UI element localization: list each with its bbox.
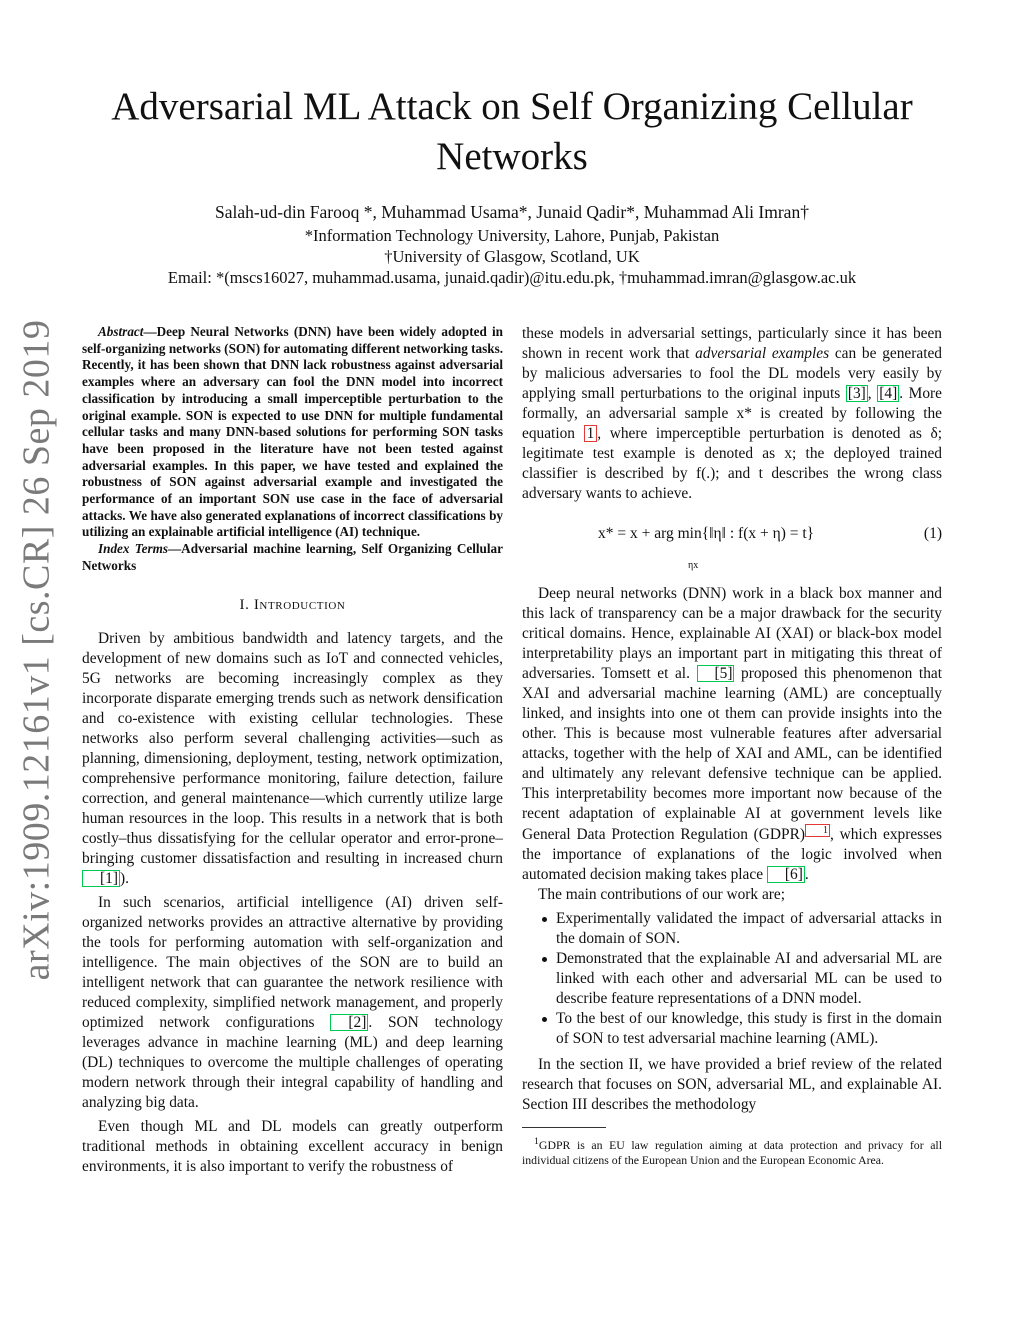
footnote-link[interactable]: 1 [805,824,830,837]
footnote-divider [522,1127,606,1128]
paper-title: Adversarial ML Attack on Self Organizing Cellular Networks [111,85,913,178]
section-title: Introduction [253,596,346,613]
text-run: In such scenarios, artificial intelligence (AI) driven self-organized networks provides an attractive alternative by providing the tools for performing automation with self-organization and intelligence. The main objectives of the SON are to build an intelligent network that can guarantee the network resilience with reduced complexity, simplified network management, and properly optimized network configurations [82,893,503,1031]
intro-paragraph-2 [82,893,503,1113]
text-run: . More formally, an adversarial sample x* is created by following the equation [522,385,942,442]
text-run: Deep neural networks (DNN) work in a black box manner and this lack of transparency can be a major drawback for the security critical domains. Hence, explainable AI (XAI) or black-box model interpretability plays an important part in mitigating this threat of adversaries. Tomsett et al. [522,585,942,682]
citation-link[interactable]: [2] [330,1014,368,1031]
intro-paragraph-3: Even though ML and DL models can greatly outperform traditional methods in obtaining excellent accuracy in benign environments, it is also important to verify the robustness of [82,1117,503,1175]
equation-body [598,524,815,571]
abstract [82,324,503,541]
citation-link[interactable]: [3] [847,385,866,402]
footnote-text: GDPR is an EU law regulation aiming at data protection and privacy for all individual citizens of the European Union and the European Economic Area. [522,1138,942,1168]
citation-link[interactable]: [6] [767,866,805,883]
outline-paragraph: In the section II, we have provided a brief review of the related research that focuses on SON, adversarial ML, and explainable AI. Section III describes the methodology [522,1056,942,1114]
equation-reference-link[interactable]: 1 [584,425,598,442]
text-run: can be generated by malicious adversaries to fool the DL models very easily by applying small perturbations to the original inputs [522,345,943,402]
author-names: Salah-ud-din Farooq *, Muhammad Usama*, Junaid Qadir*, Muhammad Ali Imran† [215,202,809,222]
equation-expression: x* = x + arg min{‖η‖ : f(x + η) = t} [598,525,815,542]
xai-paragraph [522,584,942,885]
left-column [82,324,503,1177]
index-terms-text: —Adversarial machine learning, Self Organizing Cellular Networks [82,541,503,573]
citation-link[interactable]: [1] [82,870,120,887]
text-run: proposed this phenomenon that XAI and adversarial machine learning (AML) are conceptually linked, and insights into one ot them can provide insights into the other. This is because most vulnerable features after adversarial attacks, together with the help of XAI and AML, can be identified and ultimately any relevant defensive technique can be applied. This interpretability becomes more important now because of the recent adaptation of explainable AI at government levels like General Data Protection Regulation (GDPR) [522,665,942,844]
text-run: . [804,866,809,884]
text-run: these models in adversarial settings, particularly since it has been shown in recent work that [522,325,942,362]
author-emails: Email: *(mscs16027, muhammad.usama, junaid.qadir)@itu.edu.pk, †muhammad.imran@glasgow.ac.uk [167,268,857,287]
intro-paragraph-1 [82,629,503,889]
text-run: , which expresses the importance of explanations of the logic involved when automated decision making takes place [522,826,942,884]
affiliation-glasgow: †University of Glasgow, Scotland, UK [384,247,640,266]
contributions-list [522,909,942,1049]
text-run: ). [119,869,129,887]
abstract-text: —Deep Neural Networks (DNN) have been widely adopted in self-organizing networks (SON) for automating different networking tasks. Recently, it has been shown that DNN lack robustness against adversarial examples where an adversary can fool the DNN model into incorrect classification by introducing a small imperceptible perturbation to the original example. SON is expected to use DNN for multiple fundamental cellular tasks and many DNN-based solutions for performing SON tasks have been proposed in the literature have not been tested against adversarial examples. In this paper, we have tested and explained the robustness of SON against adversarial example and investigated the performance of an important SON use case in the face of adversarial attacks. We have also generated explanations of incorrect classifications by utilizing an explainable artificial intelligence (AI) technique. [82,324,503,540]
text-run: Driven by ambitious bandwidth and latency targets, and the development of new domains such as IoT and connected vehicles, 5G networks are becoming increasingly complex as they incorporate disparate emerging trends such as network densification and co-existence with existing cellular technologies. These networks also perform several challenging activities—such as planning, dimensioning, deployment, testing, network optimization, comprehensive performance monitoring, failure detection, failure correction, and general maintenance—which currently utilize large human resources in the loop. This results in a network that is both costly–thus dissatisfying for the cellular operator and error-prone–bringing customer dissatisfaction and resulting in increased churn [82,629,503,867]
citation-link[interactable]: [5] [697,665,735,682]
abstract-label: Abstract [98,324,144,339]
list-item: To the best of our knowledge, this study is first in the domain of SON to test adversarial machine learning (AML). [522,1009,942,1049]
list-item: Demonstrated that the explainable AI and adversarial ML are linked with each other and adversarial ML can be used to describe feature representations of a DNN model. [522,949,942,1009]
text-run: . SON technology leverages advance in machine learning (ML) and deep learning (DL) techniques to overcome the multiple challenges of operating modern network through their integral capability of handling and analyzing big data. [82,1013,504,1111]
emphasis-text: adversarial examples [695,345,830,362]
index-terms [82,541,503,574]
adversarial-paragraph [522,324,942,504]
section-heading-introduction [82,595,503,615]
citation-link[interactable]: [4] [879,385,898,402]
text-run: , where imperceptible perturbation is denoted as δ; legitimate test example is denoted as x; the deployed trained classifier is described by f(.); and t describes the wrong class adversary wants to achieve. [522,425,943,502]
right-column [522,324,942,1168]
section-number: I. [239,596,250,613]
arxiv-identifier: arXiv:1909.12161v1 [cs.CR] 26 Sep 2019 [15,319,58,981]
index-terms-label: Index Terms [98,541,168,557]
author-block [80,202,944,288]
contributions-intro: The main contributions of our work are; [538,886,786,904]
footnote [522,1134,942,1168]
arxiv-sidebar [12,319,60,981]
affiliation-itu: *Information Technology University, Lahore, Punjab, Pakistan [304,226,720,245]
equation-number: (1) [923,525,942,542]
equation-subscript: ηx [688,560,699,571]
text-run: , [867,385,878,402]
footnote-mark: 1 [534,1136,539,1148]
list-item: Experimentally validated the impact of adversarial attacks in the domain of SON. [522,909,942,949]
